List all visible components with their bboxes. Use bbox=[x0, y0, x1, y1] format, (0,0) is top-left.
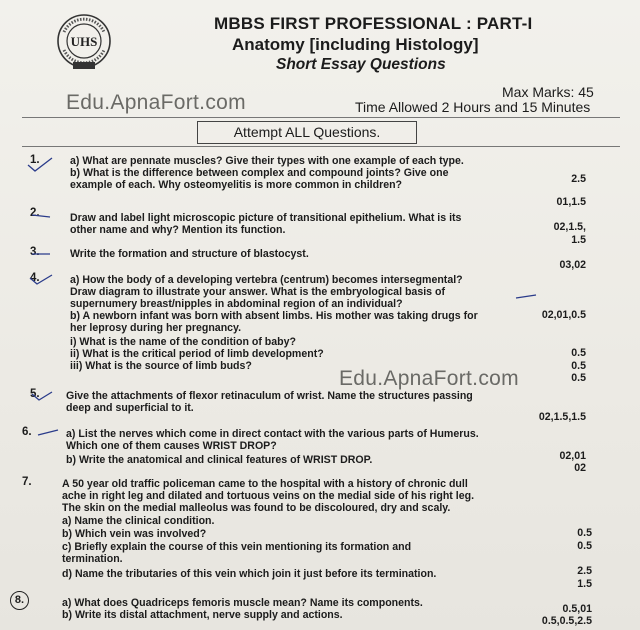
time-allowed: Time Allowed 2 Hours and 15 Minutes bbox=[355, 99, 591, 115]
question-number: 8. bbox=[10, 591, 29, 610]
question-line: ii) What is the critical period of limb development? bbox=[70, 348, 324, 360]
tick-mark bbox=[26, 155, 56, 175]
marks: 0.5 bbox=[571, 347, 586, 359]
marks: 2.5 bbox=[577, 565, 592, 577]
marks: 01,1.5 bbox=[556, 196, 586, 208]
question-line: termination. bbox=[62, 553, 123, 565]
question-line: Which one of them causes WRIST DROP? bbox=[66, 440, 277, 452]
question-line: d) Name the tributaries of this vein which join it just before its termination. bbox=[62, 568, 437, 580]
question-number: 5. bbox=[30, 388, 40, 400]
tick-mark bbox=[30, 209, 54, 221]
question-line: example of each. Why osteomyelitis is more common in children? bbox=[70, 179, 403, 191]
pen-mark bbox=[514, 292, 540, 302]
question-line: b) Write the anatomical and clinical features of WRIST DROP. bbox=[66, 454, 373, 466]
question-line: The skin on the medial malleolus was found to be discoloured, dry and scaly. bbox=[62, 502, 451, 514]
question-line: a) List the nerves which come in direct contact with the various parts of Humerus. bbox=[66, 428, 479, 440]
tick-mark bbox=[36, 427, 62, 439]
marks: 02,1.5,1.5 bbox=[538, 411, 586, 423]
divider-top bbox=[22, 117, 620, 118]
question-line: c) Briefly explain the course of this vein mentioning its formation and bbox=[62, 541, 412, 553]
marks: 0.5 bbox=[577, 540, 592, 552]
tick-mark bbox=[30, 248, 54, 260]
logo-monogram: UHS bbox=[70, 34, 98, 49]
marks: 0.5,0.5,2.5 bbox=[541, 615, 592, 627]
question-line: b) A newborn infant was born with absent limbs. His mother was taking drugs for bbox=[70, 310, 478, 322]
question-line: b) Write its distal attachment, nerve supply and actions. bbox=[62, 609, 343, 621]
question-line: a) Name the clinical condition. bbox=[62, 515, 215, 527]
question-line: a) What are pennate muscles? Give their types with one example of each type. bbox=[70, 155, 464, 167]
question-number: 2. bbox=[30, 207, 40, 219]
question-number: 1. bbox=[30, 154, 40, 166]
question-line: her leprosy during her pregnancy. bbox=[70, 322, 242, 334]
question-line: Give the attachments of flexor retinaculum of wrist. Name the structures passing bbox=[66, 390, 473, 402]
question-line: b) What is the difference between complex and compound joints? Give one bbox=[70, 167, 449, 179]
marks: 02,1.5, bbox=[553, 221, 586, 233]
tick-mark bbox=[28, 272, 56, 288]
marks: 0.5 bbox=[577, 527, 592, 539]
question-number: 7. bbox=[22, 476, 32, 488]
question-line: A 50 year old traffic policeman came to the hospital with a history of chronic dull bbox=[62, 478, 468, 490]
marks: 0.5,01 bbox=[562, 603, 592, 615]
question-line: other name and why? Mention its function. bbox=[70, 224, 286, 236]
university-logo bbox=[56, 12, 112, 72]
question-line: deep and superficial to it. bbox=[66, 402, 194, 414]
marks: 03,02 bbox=[559, 259, 586, 271]
marks: 02,01 bbox=[559, 450, 586, 462]
question-line: ache in right leg and dilated and tortuous veins on the medial side of his right leg. bbox=[62, 490, 475, 502]
question-number: 4. bbox=[30, 272, 40, 284]
marks: 0.5 bbox=[571, 372, 586, 384]
question-line: Write the formation and structure of blastocyst. bbox=[70, 248, 309, 260]
question-line: supernumery breast/nipples in abdominal region of an individual? bbox=[70, 298, 403, 310]
question-line: i) What is the name of the condition of baby? bbox=[70, 336, 296, 348]
watermark-top: Edu.ApnaFort.com bbox=[66, 91, 246, 114]
marks: 1.5 bbox=[577, 578, 592, 590]
marks: 0.5 bbox=[571, 360, 586, 372]
marks: 2.5 bbox=[571, 173, 586, 185]
marks: 02 bbox=[574, 462, 586, 474]
question-line: Draw diagram to illustrate your answer. What is the embryological basis of bbox=[70, 286, 445, 298]
marks: 1.5 bbox=[571, 234, 586, 246]
question-line: Draw and label light microscopic picture of transitional epithelium. What is its bbox=[70, 212, 462, 224]
question-number: 6. bbox=[22, 426, 32, 438]
tick-mark bbox=[30, 390, 56, 406]
question-line: a) How the body of a developing vertebra (centrum) becomes intersegmental? bbox=[70, 274, 463, 286]
exam-title: MBBS FIRST PROFESSIONAL : PART-I bbox=[214, 14, 533, 33]
max-marks: Max Marks: 45 bbox=[502, 84, 594, 100]
watermark-middle: Edu.ApnaFort.com bbox=[339, 367, 519, 390]
paper-type: Short Essay Questions bbox=[276, 56, 446, 73]
divider-bottom bbox=[22, 146, 620, 147]
question-number: 3. bbox=[30, 246, 40, 258]
marks: 02,01,0.5 bbox=[541, 309, 586, 321]
subject-title: Anatomy [including Histology] bbox=[232, 35, 479, 54]
instruction-box: Attempt ALL Questions. bbox=[197, 121, 417, 144]
question-line: iii) What is the source of limb buds? bbox=[70, 360, 252, 372]
question-line: b) Which vein was involved? bbox=[62, 528, 207, 540]
question-line: a) What does Quadriceps femoris muscle mean? Name its components. bbox=[62, 597, 423, 609]
